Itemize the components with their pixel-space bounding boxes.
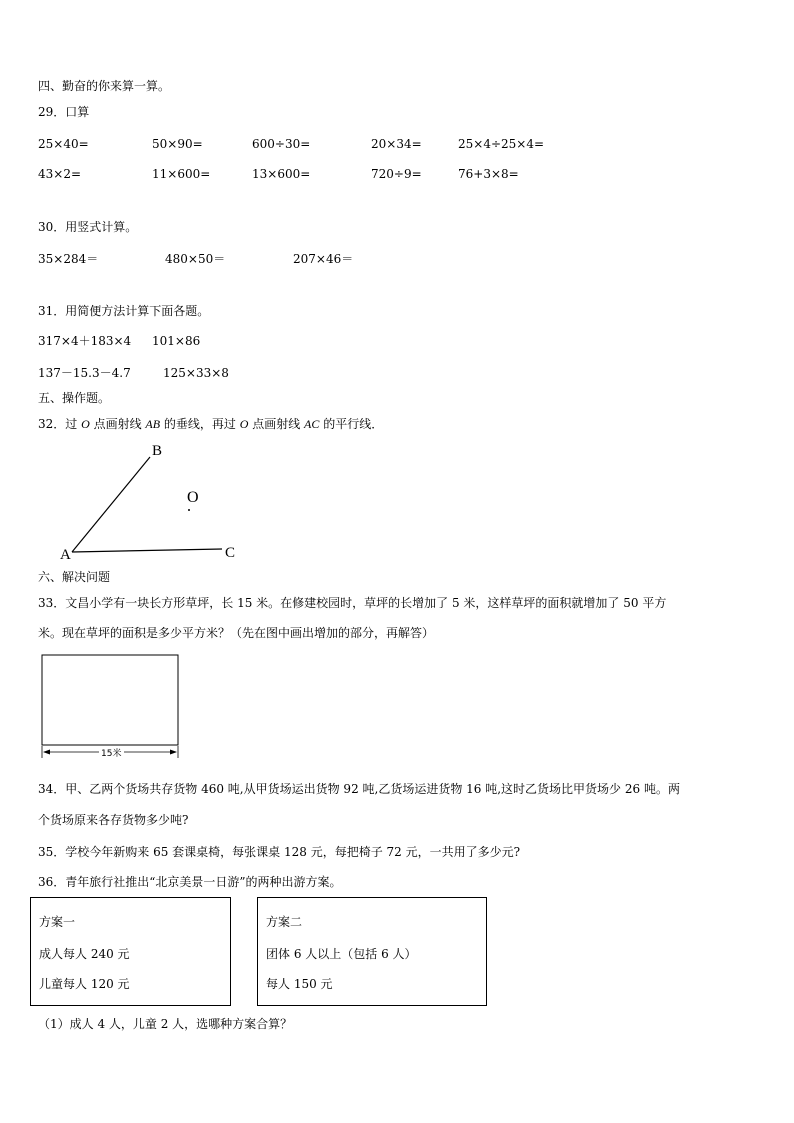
q30-title: 30．用竖式计算。 [38,220,138,234]
q32-part: 点画射线 [248,417,305,431]
ray-ab [72,457,150,552]
plan-line: 每人 150 元 [266,977,333,991]
oral-item: 11×600= [152,167,211,181]
oral-item: 20×34= [371,137,422,151]
oral-item: 43×2= [38,167,82,181]
oral-item: 50×90= [152,137,203,151]
plan-two-box [257,897,487,1006]
arrow-right [170,750,177,755]
oral-item: 25×40= [38,137,89,151]
vertical-calc-item: 207×46＝ [293,252,354,266]
simplify-item: 317×4＋183×4 [38,334,132,348]
point-o-label: O [239,417,249,431]
oral-item: 76+3×8= [458,167,519,181]
plan-title: 方案一 [39,915,76,929]
simplify-item: 137－15.3－4.7 [38,366,131,380]
plan-title: 方案二 [266,915,303,929]
q32-part: 点画射线 [89,417,146,431]
q32-part: 32．过 [38,417,82,431]
point-o-label: O [81,417,90,431]
section5-heading: 五、操作题。 [38,391,111,405]
simplify-item: 125×33×8 [163,366,229,380]
oral-item: 720÷9= [371,167,422,181]
section6-heading: 六、解决问题 [38,570,111,584]
section4-heading: 四、勤奋的你来算一算。 [38,79,171,93]
oral-item: 600÷30= [252,137,311,151]
q34-line1: 34．甲、乙两个货场共存货物 460 吨,从甲货场运出货物 92 吨,乙货场运进货物 16 吨,这时乙货场比甲货场少 26 吨。两 [38,782,680,796]
label-a: A [60,547,71,563]
vertical-calc-item: 480×50＝ [165,252,226,266]
q35-text: 35．学校今年新购来 65 套课桌椅，每张课桌 128 元，每把椅子 72 元，一共用了多少元? [38,845,521,859]
plan-line: 成人每人 240 元 [39,947,130,961]
point-o [188,509,190,511]
label-c: C [225,545,236,561]
oral-item: 13×600= [252,167,311,181]
length-label: 15米 [101,749,122,759]
q31-title: 31．用简便方法计算下面各题。 [38,304,210,318]
ray-ac-label: AC [304,417,320,431]
label-o: O [187,489,199,506]
ray-ac [72,549,222,552]
q36-text: 36．青年旅行社推出“北京美景一日游”的两种出游方案。 [38,875,342,889]
q33-line1: 33．文昌小学有一块长方形草坪，长 15 米。在修建校园时，草坪的长增加了 5 米，这样草坪的面积就增加了 50 平方 [38,596,667,610]
oral-item: 25×4÷25×4= [458,137,545,151]
q32-part: 的平行线． [319,417,384,431]
plan-one-box [30,897,231,1006]
q33-line2: 米。现在草坪的面积是多少平方米？（先在图中画出增加的部分，再解答） [38,626,435,640]
q29-title: 29．口算 [38,105,90,119]
vertical-calc-item: 35×284＝ [38,252,99,266]
label-b: B [152,443,163,459]
plan-line: 团体 6 人以上（包括 6 人） [266,947,417,961]
simplify-item: 101×86 [152,334,201,348]
q32-part: 的垂线，再过 [160,417,240,431]
q34-line2: 个货场原来各存货物多少吨? [38,813,189,827]
q36-sub1: （1）成人 4 人，儿童 2 人，选哪种方案合算？ [38,1017,293,1031]
lawn-rectangle [42,655,178,745]
arrow-left [43,750,50,755]
ray-ab-label: AB [145,417,161,431]
plan-line: 儿童每人 120 元 [39,977,130,991]
